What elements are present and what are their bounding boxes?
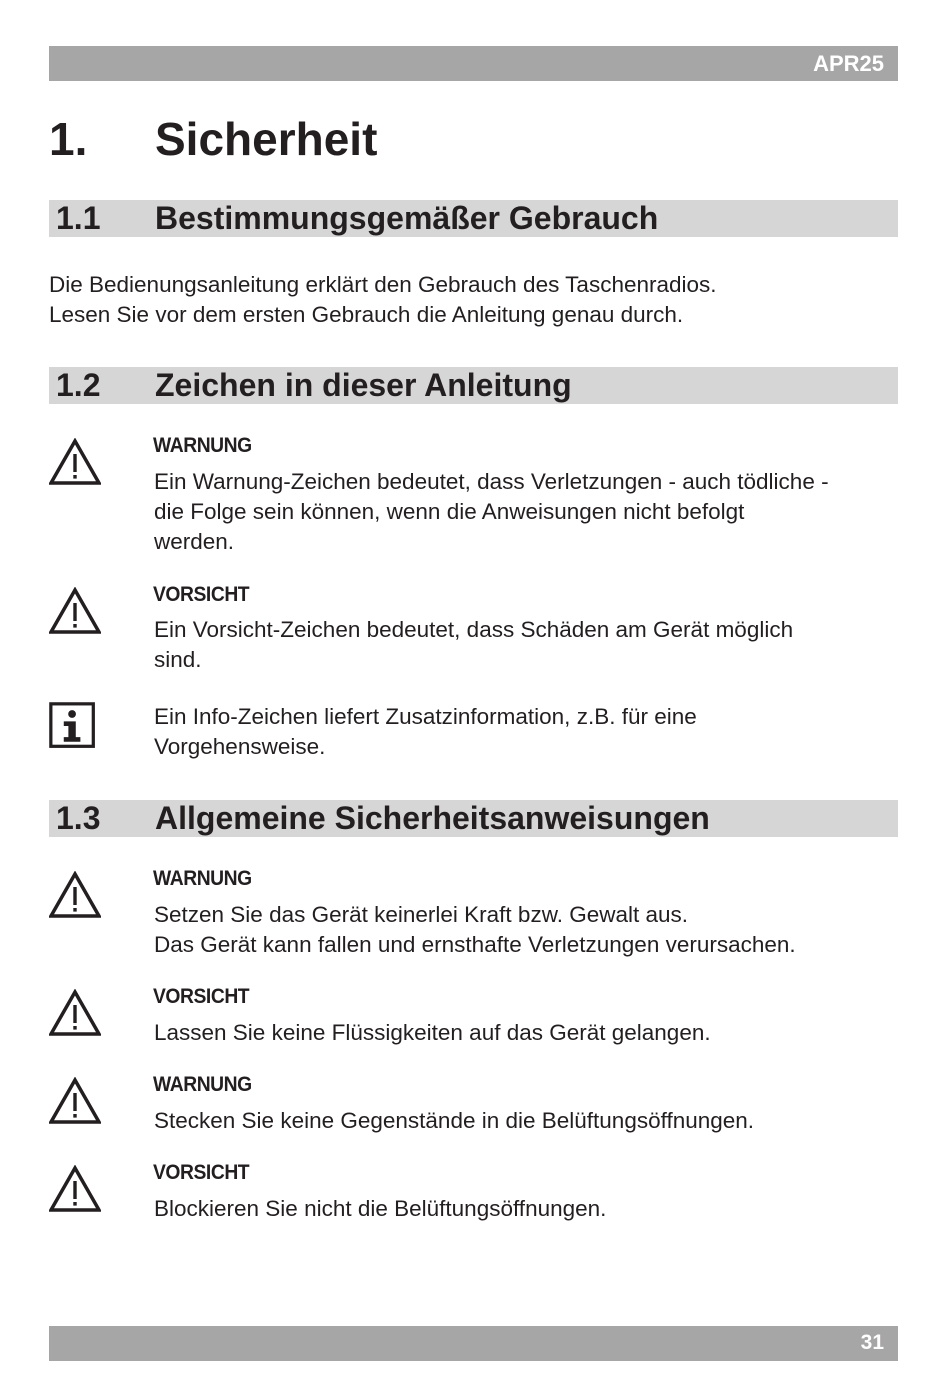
title-text: Sicherheit	[155, 113, 378, 165]
notice-line: werden.	[154, 529, 235, 554]
warning-triangle-icon	[49, 1077, 101, 1125]
info-icon	[49, 702, 97, 750]
notice-line: Setzen Sie das Gerät keinerlei Kraft bzw. Gewalt aus.	[154, 902, 689, 927]
section-number: 1.2	[56, 367, 101, 403]
notice-text	[154, 1018, 894, 1048]
notice-text	[154, 1194, 894, 1224]
section-number: 1.3	[56, 800, 101, 836]
notice-label: WARNUNG	[153, 1073, 252, 1096]
notice-label: WARNUNG	[153, 434, 252, 457]
section-heading-1-2	[49, 367, 898, 404]
notice-line: Ein Vorsicht-Zeichen bedeutet, dass Schäden am Gerät möglich	[154, 617, 794, 642]
warning-triangle-icon	[49, 438, 101, 486]
notice-text	[154, 467, 894, 557]
title-number: 1.	[49, 113, 88, 165]
notice-line: Das Gerät kann fallen und ernsthafte Verletzungen verursachen.	[154, 932, 796, 957]
notice-label: WARNUNG	[153, 867, 252, 890]
notice-text	[154, 900, 894, 960]
model-name: APR25	[813, 51, 884, 76]
caution-triangle-icon	[49, 989, 101, 1037]
caution-triangle-icon	[49, 1165, 101, 1213]
notice-line: sind.	[154, 647, 202, 672]
page-number: 31	[860, 1331, 884, 1354]
section-heading-1-3	[49, 800, 898, 837]
notice-text	[154, 1106, 894, 1136]
section-title: Bestimmungsgemäßer Gebrauch	[155, 200, 659, 236]
paragraph-line: Die Bedienungsanleitung erklärt den Gebrauch des Taschenradios.	[49, 272, 717, 297]
notice-label: VORSICHT	[153, 583, 250, 606]
section-number: 1.1	[56, 200, 101, 236]
notice-line: die Folge sein können, wenn die Anweisungen nicht befolgt	[154, 499, 745, 524]
paragraph-line: Lesen Sie vor dem ersten Gebrauch die Anleitung genau durch.	[49, 302, 684, 327]
section-1-1-paragraph	[49, 270, 717, 330]
notice-line: Blockieren Sie nicht die Belüftungsöffnungen.	[154, 1196, 607, 1221]
section-title: Allgemeine Sicherheitsanweisungen	[155, 800, 710, 836]
notice-line: Stecken Sie keine Gegenstände in die Belüftungsöffnungen.	[154, 1108, 755, 1133]
notice-line: Ein Info-Zeichen liefert Zusatzinformation, z.B. für eine	[154, 704, 697, 729]
section-title: Zeichen in dieser Anleitung	[155, 367, 572, 403]
notice-text	[154, 702, 894, 762]
notice-label: VORSICHT	[153, 985, 250, 1008]
notice-line: Ein Warnung-Zeichen bedeutet, dass Verletzungen - auch tödliche -	[154, 469, 829, 494]
header-bar	[49, 46, 898, 81]
footer-bar	[49, 1326, 898, 1361]
notice-line: Vorgehensweise.	[154, 734, 326, 759]
notice-text	[154, 615, 894, 675]
caution-triangle-icon	[49, 587, 101, 635]
notice-line: Lassen Sie keine Flüssigkeiten auf das Gerät gelangen.	[154, 1020, 711, 1045]
section-heading-1-1	[49, 200, 898, 237]
notice-label: VORSICHT	[153, 1161, 250, 1184]
warning-triangle-icon	[49, 871, 101, 919]
